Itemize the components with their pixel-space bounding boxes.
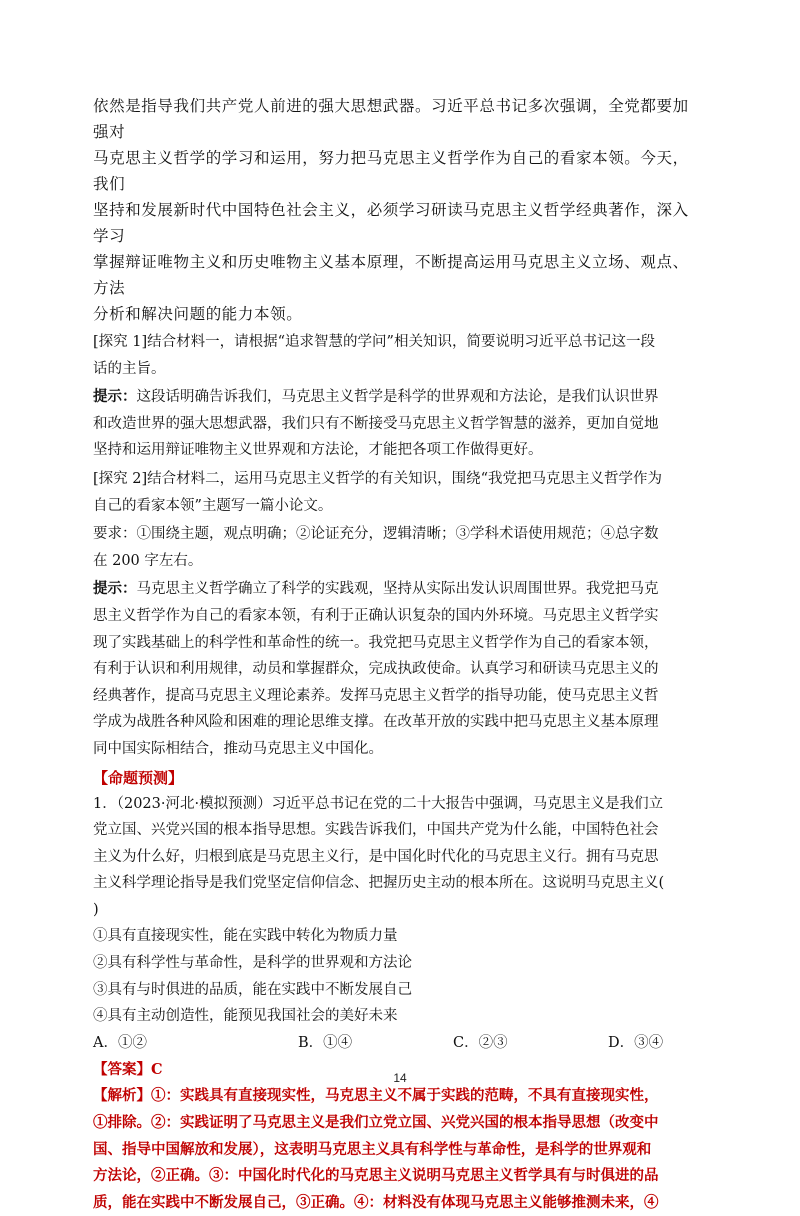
material-line: 马克思主义哲学的学习和运用，努力把马克思主义哲学作为自己的看家本领。今天，我们: [93, 149, 689, 193]
question-1: [93, 791, 693, 924]
page-content: [93, 93, 693, 1216]
question-line: 主义科学理论指导是我们党坚定信仰信念、把握历史主动的根本所在。这说明马克思主义(: [93, 875, 665, 892]
hint-label: 提示：: [93, 388, 137, 406]
explore-1-line: 话的主旨。: [93, 360, 166, 377]
answer-value: C: [151, 1060, 163, 1078]
analysis: [93, 1083, 693, 1216]
statement-item: ①具有直接现实性，能在实践中转化为物质力量: [93, 928, 398, 945]
question-line: ): [93, 901, 99, 918]
material-line: 坚持和发展新时代中国特色社会主义，必须学习研读马克思主义哲学经典著作，深入学习: [93, 201, 689, 245]
section-title: 【命题预测】: [93, 768, 184, 787]
option-d: D．③④: [608, 1034, 664, 1051]
hint-line: 现了实践基础上的科学性和革命性的统一。我党把马克思主义哲学作为自己的看家本领，: [93, 634, 659, 651]
analysis-label: 【解析】: [93, 1087, 151, 1105]
requirement-line: 在 200 字左右。: [93, 552, 203, 569]
analysis-line: ①：实践具有直接现实性，马克思主义不属于实践的范畴，不具有直接现实性，: [151, 1087, 659, 1105]
material-line: 依然是指导我们共产党人前进的强大思想武器。习近平总书记多次强调，全党都要加强对: [93, 97, 689, 141]
analysis-line: 方法论，②正确。③：中国化时代化的马克思主义说明马克思主义哲学具有与时俱进的品: [93, 1167, 659, 1185]
hint-line: 马克思主义哲学确立了科学的实践观，坚持从实际出发认识周围世界。我党把马克: [136, 581, 659, 598]
explore-1-question: [93, 329, 693, 382]
explore-1-hint: [93, 384, 693, 464]
hint-label: 提示：: [93, 580, 137, 598]
material-line: 掌握辩证唯物主义和历史唯物主义基本原理，不断提高运用马克思主义立场、观点、方法: [93, 253, 689, 297]
statement-item: ②具有科学性与革命性，是科学的世界观和方法论: [93, 955, 412, 972]
statement-item: ③具有与时俱进的品质，能在实践中不断发展自己: [93, 981, 412, 998]
explore-2-hint: [93, 576, 693, 762]
analysis-line: 质，能在实践中不断发展自己，③正确。④：材料没有体现马克思主义能够推测未来，④: [93, 1193, 659, 1211]
explore-2-question: [93, 466, 693, 519]
hint-line: 坚持和运用辩证唯物主义世界观和方法论，才能把各项工作做得更好。: [93, 442, 543, 459]
option-c: C．②③: [453, 1034, 508, 1051]
page-number: 14: [393, 1071, 407, 1085]
question-line: 主义为什么好，归根到底是马克思主义行，是中国化时代化的马克思主义行。拥有马克思: [93, 848, 659, 865]
option-a: A．①②: [93, 1034, 147, 1051]
explore-2-line: [探究 2]结合材料二，运用马克思主义哲学的有关知识，围绕“我党把马克思主义哲学作为: [93, 470, 663, 487]
option-b: B．①④: [298, 1034, 353, 1051]
material-passage: [93, 93, 693, 327]
statement-list: [93, 923, 693, 1029]
material-line: 分析和解决问题的能力本领。: [93, 305, 303, 323]
question-line: 1．（2023·河北·模拟预测）习近平总书记在党的二十大报告中强调，马克思主义是我们立: [93, 795, 664, 812]
hint-line: 和改造世界的强大思想武器，我们只有不断接受马克思主义哲学智慧的滋养，更加自觉地: [93, 415, 659, 432]
hint-line: 有利于认识和利用规律，动员和掌握群众，完成执政使命。认真学习和研读马克思主义的: [93, 661, 659, 678]
analysis-line: 国、指导中国解放和发展），这表明马克思主义具有科学性与革命性，是科学的世界观和: [93, 1140, 652, 1158]
analysis-line: ①排除。②：实践证明了马克思主义是我们立党立国、兴党兴国的根本指导思想（改变中: [93, 1114, 659, 1132]
explore-1-line: [探究 1]结合材料一，请根据“追求智慧的学问”相关知识，简要说明习近平总书记这一段: [93, 334, 655, 350]
hint-line: 经典著作，提高马克思主义理论素养。发挥马克思主义哲学的指导功能，使马克思主义哲: [93, 687, 659, 704]
statement-item: ④具有主动创造性，能预见我国社会的美好未来: [93, 1008, 398, 1025]
requirement-line: 要求：①围绕主题，观点明确；②论证充分，逻辑清晰；③学科术语使用规范；④总字数: [93, 526, 659, 543]
hint-line: 同中国实际相结合，推动马克思主义中国化。: [93, 740, 383, 757]
hint-line: 学成为战胜各种风险和困难的理论思维支撑。在改革开放的实践中把马克思主义基本原理: [93, 714, 659, 731]
question-line: 党立国、兴党兴国的根本指导思想。实践告诉我们，中国共产党为什么能，中国特色社会: [93, 822, 659, 839]
hint-line: 这段话明确告诉我们，马克思主义哲学是科学的世界观和方法论，是我们认识世界: [136, 389, 659, 406]
hint-line: 思主义哲学作为自己的看家本领，有利于正确认识复杂的国内外环境。马克思主义哲学实: [93, 607, 659, 624]
explore-2-line: 自己的看家本领”主题写一篇小论文。: [93, 497, 333, 514]
answer-label: 【答案】: [93, 1060, 151, 1078]
answer-options: [93, 1030, 693, 1057]
explore-2-requirements: [93, 521, 693, 574]
